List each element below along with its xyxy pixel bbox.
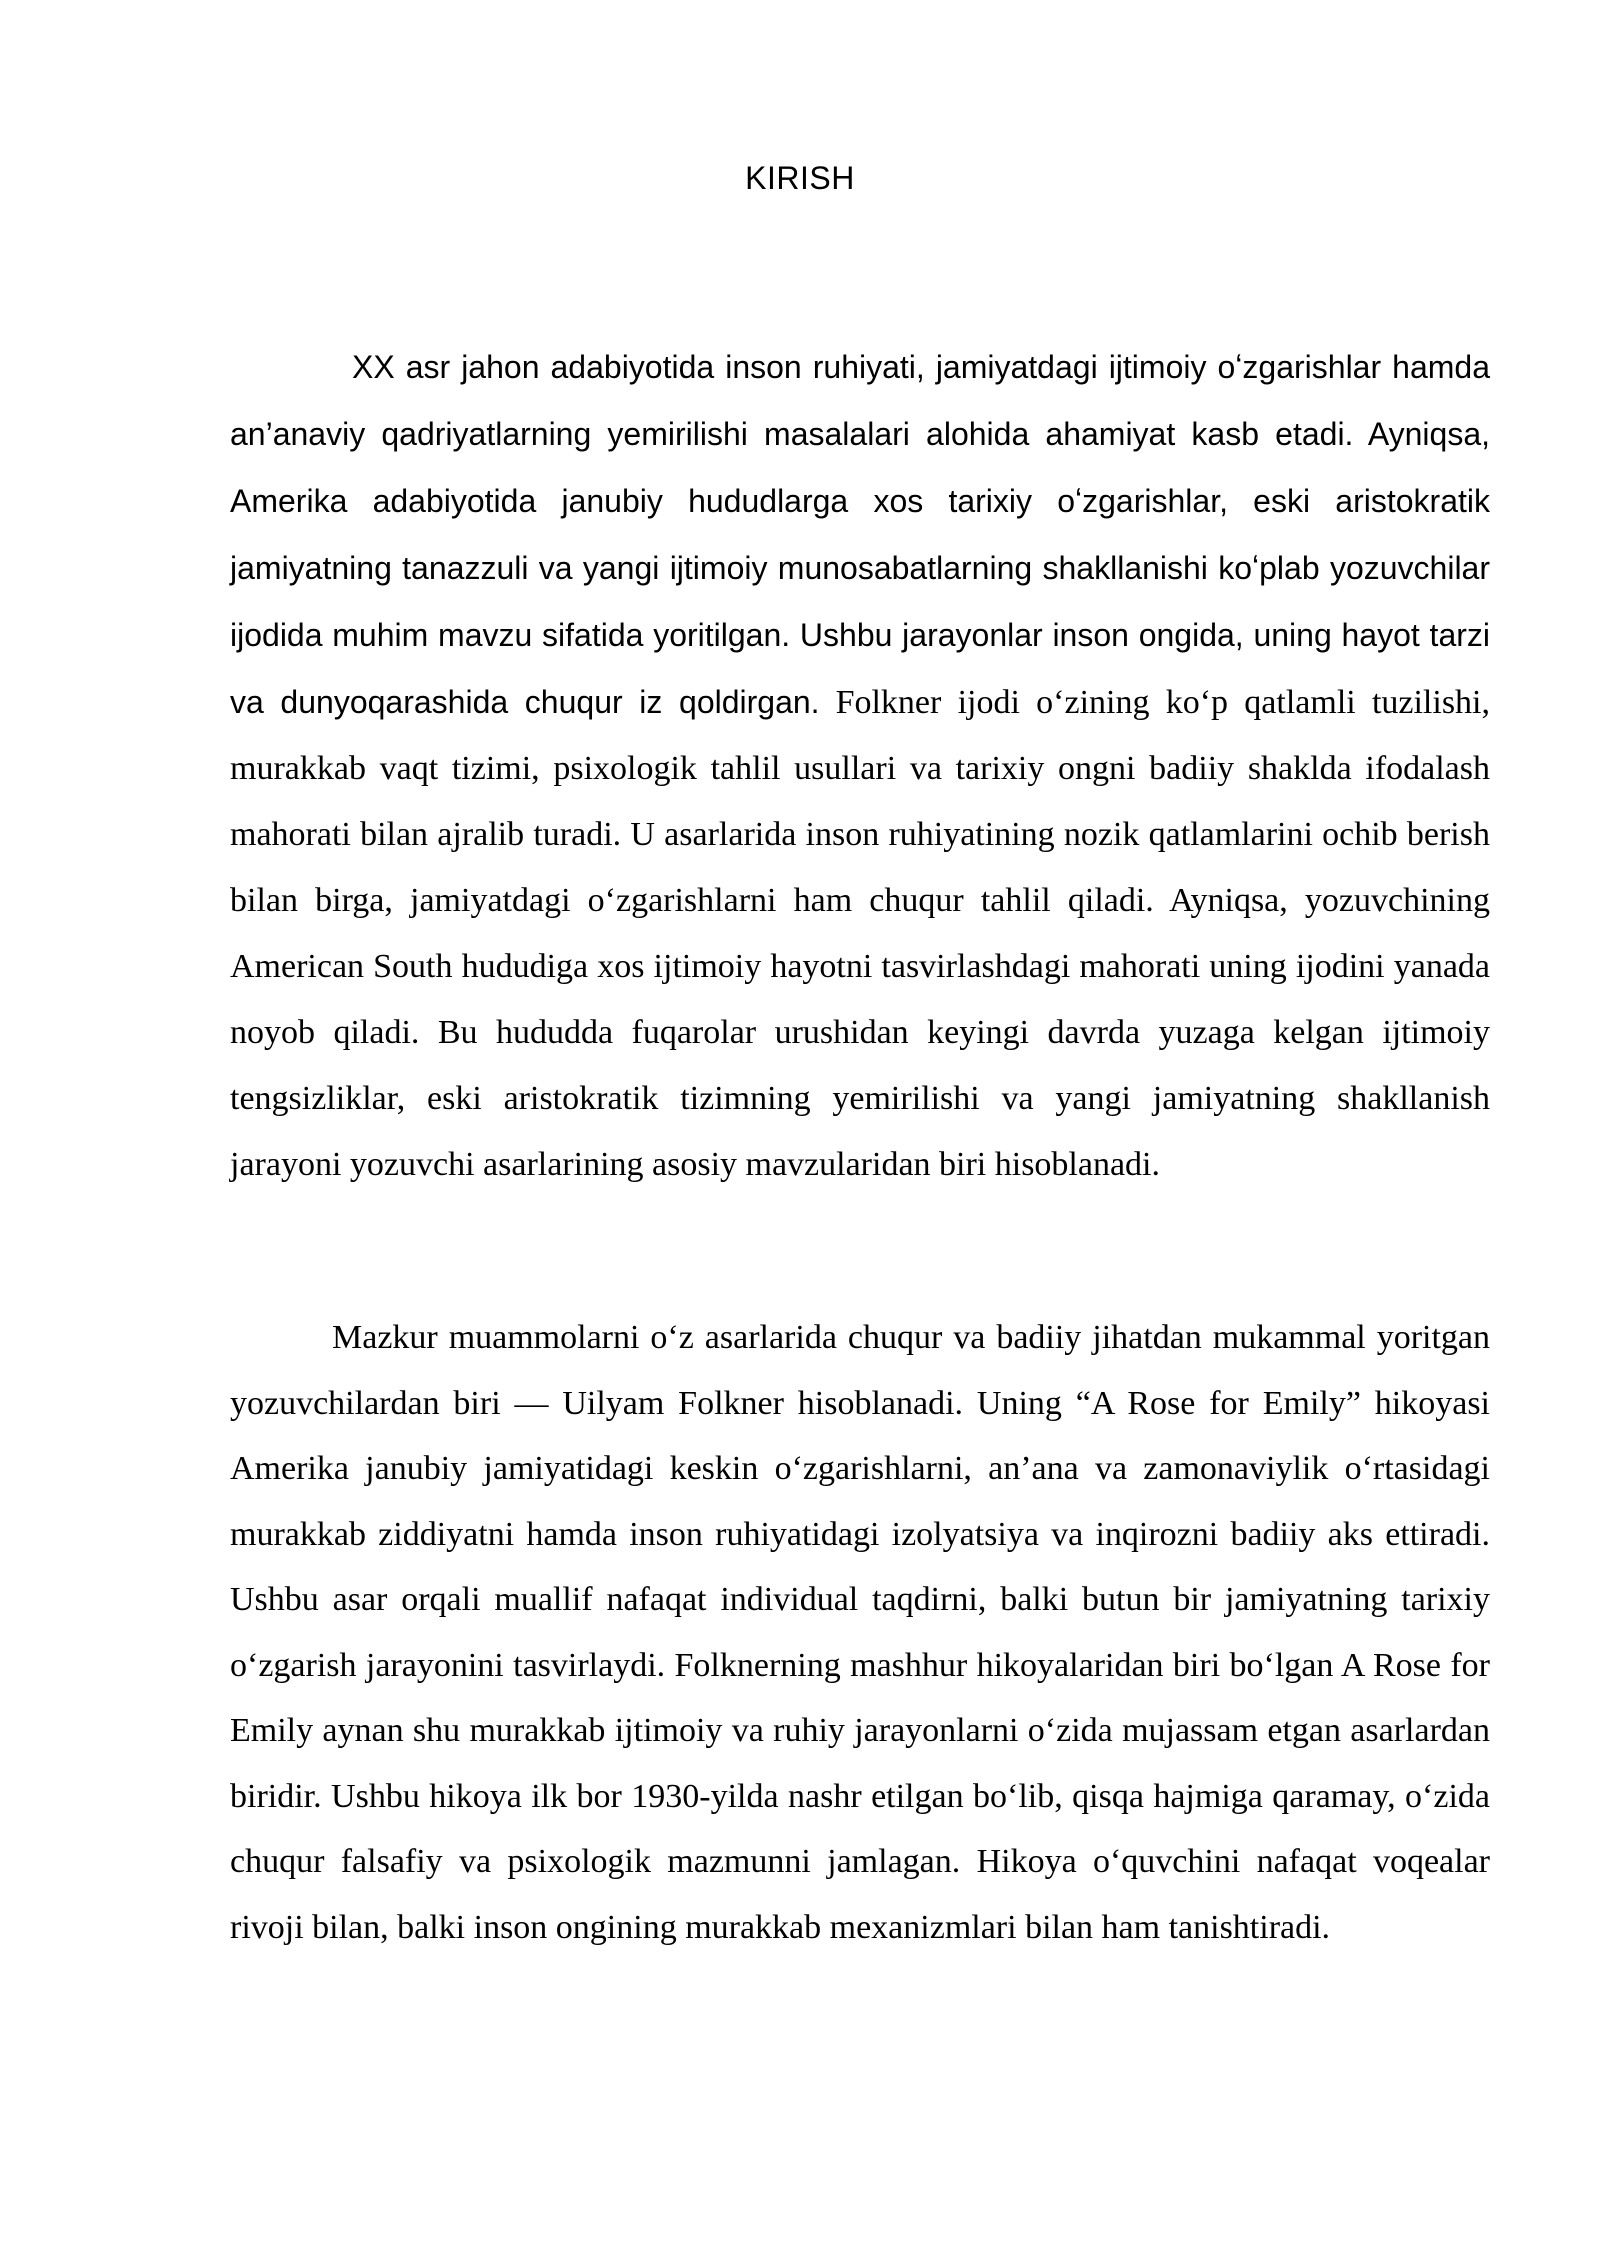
paragraph-introduction: [230, 334, 1490, 1198]
paragraph-introduction-serif-text: Folkner ijodi oʻzining koʻp qatlamli tuzilishi, murakkab vaqt tizimi, psixologik tahlil usullari va tarixiy ongni badiiy shaklda ifodalash mahorati bilan ajralib turadi. U asarlarida inson ruhiyatining nozik qatlamlarini ochib berish bilan birga, jamiyatdagi oʻzgarishlarni ham chuqur tahlil qiladi. Ayniqsa, yozuvchining American South hududiga xos ijtimoiy hayotni tasvirlashdagi mahorati uning ijodini yanada noyob qiladi. Bu hududda fuqarolar urushidan keyingi davrda yuzaga kelgan ijtimoiy tengsizliklar, eski aristokratik tizimning yemirilishi va yangi jamiyatning shakllanish jarayoni yozuvchi asarlarining asosiy mavzularidan biri hisoblanadi.: [230, 684, 1491, 1183]
page-title: KIRISH: [745, 160, 855, 196]
paragraph-introduction-sans-text: XX asr jahon adabiyotida inson ruhiyati, jamiyatdagi ijtimoiy oʻzgarishlar hamda an’anaviy qadriyatlarning yemirilishi masalalari alohida ahamiyat kasb etadi. Ayniqsa, Amerika adabiyotida janubiy hududlarga xos tarixiy oʻzgarishlar, eski aristokratik jamiyatning tanazzuli va yangi ijtimoiy munosabatlarning shakllanishi koʻplab yozuvchilar ijodida muhim mavzu sifatida yoritilgan. Ushbu jarayonlar inson ongida, uning hayot tarzi va dunyoqarashida chuqur iz qoldirgan.: [230, 349, 1490, 720]
paragraph-folkner: Mazkur muammolarni oʻz asarlarida chuqur va badiiy jihatdan mukammal yoritgan yozuvchilardan biri — Uilyam Folkner hisoblanadi. Uning “A Rose for Emily” hikoyasi Amerika janubiy jamiyatidagi keskin oʻzgarishlarni, an’ana va zamonaviylik oʻrtasidagi murakkab ziddiyatni hamda inson ruhiyatidagi izolyatsiya va inqirozni badiiy aks ettiradi. Ushbu asar orqali muallif nafaqat individual taqdirni, balki butun bir jamiyatning tarixiy oʻzgarish jarayonini tasvirlaydi. Folknerning mashhur hikoyalaridan biri boʻlgan A Rose for Emily aynan shu murakkab ijtimoiy va ruhiy jarayonlarni oʻzida mujassam etgan asarlardan biridir. Ushbu hikoya ilk bor 1930-yilda nashr etilgan boʻlib, qisqa hajmiga qaramay, oʻzida chuqur falsafiy va psixologik mazmunni jamlagan. Hikoya oʻquvchini nafaqat voqealar rivoji bilan, balki inson ongining murakkab mexanizmlari bilan ham tanishtiradi.: [230, 1319, 1490, 1946]
